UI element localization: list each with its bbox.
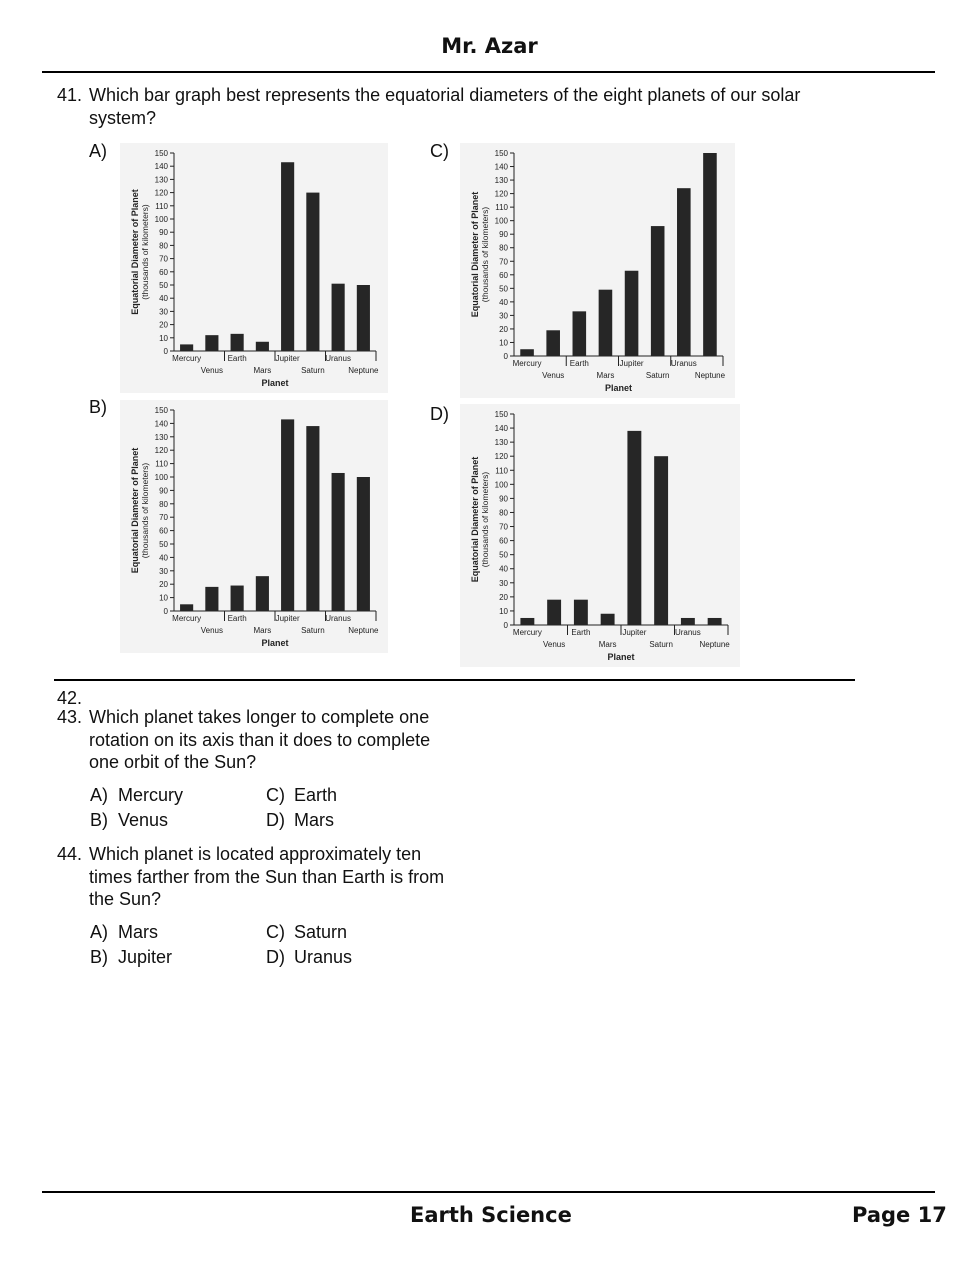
option-text: Earth: [294, 785, 338, 805]
question-text-line1: Which bar graph best represents the equatorial diameters of the eight planets of our solar: [89, 85, 801, 105]
bar-mars: [601, 614, 615, 625]
bar-mercury: [520, 618, 534, 625]
y-tick-label: 20: [159, 580, 168, 590]
option-c-label[interactable]: C): [430, 141, 449, 161]
y-tick-label: 140: [154, 162, 168, 172]
y-tick-label: 110: [155, 459, 168, 469]
x-tick-label: Saturn: [645, 371, 670, 380]
y-tick-label: 130: [154, 175, 168, 185]
y-axis-label: Equatorial Diameter of Planet: [130, 447, 140, 574]
bar-jupiter: [625, 271, 639, 356]
y-tick-label: 100: [494, 480, 508, 490]
question-text-line2: rotation on its axis than it does to complete: [89, 729, 431, 750]
section-rule: [54, 679, 855, 681]
bar-earth: [573, 311, 587, 356]
x-tick-label: Earth: [569, 359, 589, 368]
bar-venus: [205, 335, 218, 351]
option-b-label[interactable]: B): [89, 397, 107, 417]
bar-chart-svg: [120, 400, 388, 653]
option-label: B): [90, 810, 108, 830]
bar-venus: [205, 587, 218, 611]
x-tick-label: Jupiter: [622, 628, 647, 637]
y-tick-label: 140: [494, 424, 508, 434]
question-44: [57, 843, 487, 913]
x-tick-label: Neptune: [348, 626, 379, 635]
y-tick-label: 10: [159, 593, 168, 603]
y-tick-label: 110: [495, 466, 508, 476]
y-tick-label: 110: [155, 201, 168, 211]
option-text: Mars: [118, 922, 158, 942]
y-axis-sublabel: (thousands of kilometers): [140, 204, 150, 300]
bar-uranus: [677, 188, 691, 356]
y-tick-label: 120: [494, 189, 508, 199]
option-text: Mars: [294, 810, 334, 830]
x-axis-label: Planet: [261, 378, 289, 388]
bar-venus: [546, 330, 560, 356]
x-tick-label: Neptune: [694, 371, 726, 380]
bar-earth: [574, 600, 588, 625]
y-tick-label: 70: [499, 522, 508, 532]
question-number: 43.: [57, 707, 83, 727]
bar-mars: [256, 576, 269, 611]
x-axis-label: Planet: [604, 383, 633, 393]
chart-a[interactable]: [120, 143, 388, 393]
x-tick-label: Earth: [227, 354, 247, 363]
y-tick-label: 90: [499, 230, 508, 240]
y-tick-label: 20: [499, 592, 508, 602]
q43-option-c[interactable]: [266, 785, 337, 806]
bar-chart-svg: [460, 143, 735, 398]
bar-jupiter: [281, 162, 294, 351]
y-tick-label: 0: [503, 621, 508, 630]
y-tick-label: 90: [499, 494, 508, 504]
x-tick-label: Earth: [571, 628, 591, 637]
bar-jupiter: [281, 419, 294, 611]
y-axis-sublabel: (thousands of kilometers): [140, 462, 150, 559]
chart-c[interactable]: [460, 143, 735, 398]
x-tick-label: Uranus: [325, 614, 352, 623]
y-tick-label: 130: [494, 438, 508, 448]
y-tick-label: 130: [494, 176, 508, 186]
header-rule: [42, 71, 935, 73]
bar-neptune: [357, 477, 370, 611]
y-axis-label: Equatorial Diameter of Planet: [130, 189, 140, 315]
y-tick-label: 140: [494, 162, 508, 172]
bar-earth: [231, 334, 244, 351]
question-text-line2: system?: [89, 108, 157, 128]
question-number: 44.: [57, 844, 83, 864]
y-tick-label: 90: [159, 486, 168, 496]
y-tick-label: 0: [163, 607, 168, 616]
x-tick-label: Saturn: [301, 626, 325, 635]
y-tick-label: 50: [159, 281, 168, 290]
x-tick-label: Neptune: [348, 366, 379, 375]
y-tick-label: 120: [154, 446, 168, 456]
y-tick-label: 10: [499, 338, 508, 348]
bar-uranus: [681, 618, 695, 625]
y-tick-label: 60: [159, 526, 168, 536]
option-text: Mercury: [118, 785, 184, 805]
x-tick-label: Jupiter: [275, 614, 300, 623]
chart-d[interactable]: [460, 404, 740, 667]
y-tick-label: 40: [499, 297, 508, 307]
x-tick-label: Mercury: [512, 628, 542, 637]
x-tick-label: Mars: [598, 640, 617, 649]
x-tick-label: Mars: [596, 371, 615, 380]
bar-saturn: [651, 226, 665, 356]
bar-mars: [256, 342, 269, 351]
question-text-line1: Which planet takes longer to complete one: [89, 707, 430, 727]
q44-option-c[interactable]: [266, 922, 347, 943]
x-tick-label: Venus: [200, 626, 223, 635]
bar-chart-svg: [460, 404, 740, 667]
bar-mercury: [520, 349, 534, 356]
y-tick-label: 30: [499, 311, 508, 321]
bar-mercury: [180, 344, 193, 351]
option-label: C): [266, 922, 285, 942]
y-axis-sublabel: (thousands of kilometers): [480, 206, 490, 303]
y-axis-label: Equatorial Diameter of Planet: [470, 191, 480, 318]
q43-option-b[interactable]: [90, 810, 168, 831]
bar-venus: [547, 600, 561, 625]
x-axis-label: Planet: [607, 652, 635, 662]
x-tick-label: Mercury: [172, 354, 202, 363]
option-label: A): [90, 785, 108, 805]
footer-page-number: Page 17: [852, 1203, 947, 1227]
q43-option-d[interactable]: [266, 810, 334, 831]
y-tick-label: 150: [494, 410, 508, 419]
y-tick-label: 20: [159, 320, 168, 330]
y-tick-label: 80: [159, 241, 168, 251]
q44-option-b[interactable]: [90, 947, 172, 968]
y-tick-label: 0: [503, 352, 508, 361]
y-tick-label: 70: [159, 513, 168, 523]
x-tick-label: Mercury: [512, 359, 542, 368]
y-tick-label: 80: [499, 243, 508, 253]
y-tick-label: 30: [159, 566, 168, 576]
x-tick-label: Venus: [543, 640, 566, 649]
question-text-line1: Which planet is located approximately ten: [89, 844, 422, 864]
question-text-line3: the Sun?: [89, 889, 162, 909]
q43-option-a[interactable]: [90, 785, 183, 806]
y-tick-label: 10: [159, 333, 168, 343]
x-tick-label: Mars: [253, 366, 272, 375]
x-tick-label: Uranus: [674, 628, 701, 637]
option-label: C): [266, 785, 285, 805]
bar-chart-svg: [120, 143, 388, 393]
bar-neptune: [708, 618, 722, 625]
y-tick-label: 150: [494, 149, 508, 158]
y-tick-label: 60: [159, 267, 168, 277]
y-tick-label: 90: [159, 228, 168, 238]
y-tick-label: 80: [159, 499, 168, 509]
bar-mars: [599, 290, 613, 356]
y-tick-label: 50: [159, 540, 168, 549]
y-tick-label: 70: [499, 257, 508, 267]
question-number: 41.: [57, 85, 83, 105]
bar-saturn: [654, 456, 668, 625]
x-tick-label: Jupiter: [619, 359, 644, 368]
bar-mercury: [180, 604, 193, 611]
y-tick-label: 140: [154, 419, 168, 429]
y-tick-label: 60: [499, 270, 508, 280]
y-tick-label: 30: [499, 578, 508, 588]
option-text: Venus: [118, 810, 169, 830]
y-tick-label: 30: [159, 307, 168, 317]
y-tick-label: 120: [494, 452, 508, 462]
question-text-line2: times farther from the Sun than Earth is from: [89, 866, 445, 887]
option-label: A): [90, 922, 108, 942]
y-tick-label: 60: [499, 536, 508, 546]
y-tick-label: 100: [494, 216, 508, 226]
y-tick-label: 40: [159, 553, 168, 563]
footer-rule: [42, 1191, 935, 1193]
y-tick-label: 80: [499, 508, 508, 518]
option-a-label[interactable]: A): [89, 141, 107, 161]
q44-option-a[interactable]: [90, 922, 158, 943]
option-label: D): [266, 810, 285, 830]
option-label: B): [90, 947, 108, 967]
bar-jupiter: [627, 431, 641, 625]
y-tick-label: 100: [154, 473, 168, 482]
x-tick-label: Saturn: [649, 640, 673, 649]
chart-b[interactable]: [120, 400, 388, 653]
bar-earth: [231, 586, 244, 611]
x-tick-label: Uranus: [670, 359, 697, 368]
y-tick-label: 40: [499, 564, 508, 574]
option-text: Saturn: [294, 922, 348, 942]
question-43: [57, 706, 477, 776]
x-tick-label: Earth: [227, 614, 247, 623]
y-axis-sublabel: (thousands of kilometers): [480, 471, 490, 568]
x-tick-label: Venus: [542, 371, 565, 380]
bar-saturn: [306, 426, 319, 611]
y-axis-label: Equatorial Diameter of Planet: [470, 456, 480, 583]
x-tick-label: Saturn: [301, 366, 325, 375]
option-label: D): [266, 947, 285, 967]
question-text-line3: one orbit of the Sun?: [89, 752, 257, 772]
x-tick-label: Mercury: [172, 614, 202, 623]
option-d-label[interactable]: D): [430, 404, 449, 424]
question-number: 42.: [57, 688, 83, 708]
y-tick-label: 0: [163, 347, 168, 356]
x-tick-label: Venus: [200, 366, 223, 375]
y-tick-label: 20: [499, 324, 508, 334]
teacher-name: Mr. Azar: [441, 34, 538, 58]
x-axis-label: Planet: [261, 638, 289, 648]
bar-uranus: [332, 473, 345, 611]
y-tick-label: 50: [499, 284, 508, 294]
bar-neptune: [357, 285, 370, 351]
y-tick-label: 70: [159, 254, 168, 264]
footer-subject: Earth Science: [410, 1203, 572, 1227]
y-tick-label: 40: [159, 294, 168, 304]
option-text: Jupiter: [118, 947, 173, 967]
option-text: Uranus: [294, 947, 353, 967]
y-tick-label: 110: [495, 203, 508, 213]
bar-neptune: [703, 153, 717, 356]
x-tick-label: Neptune: [699, 640, 730, 649]
y-tick-label: 100: [154, 215, 168, 224]
y-tick-label: 10: [499, 606, 508, 616]
y-tick-label: 130: [154, 432, 168, 442]
x-tick-label: Jupiter: [275, 354, 300, 363]
y-tick-label: 50: [499, 550, 508, 560]
x-tick-label: Mars: [253, 626, 272, 635]
y-tick-label: 120: [154, 188, 168, 198]
q44-option-d[interactable]: [266, 947, 352, 968]
x-tick-label: Uranus: [325, 354, 352, 363]
y-tick-label: 150: [154, 406, 168, 415]
bar-saturn: [306, 193, 319, 351]
bar-uranus: [332, 284, 345, 351]
y-tick-label: 150: [154, 149, 168, 158]
